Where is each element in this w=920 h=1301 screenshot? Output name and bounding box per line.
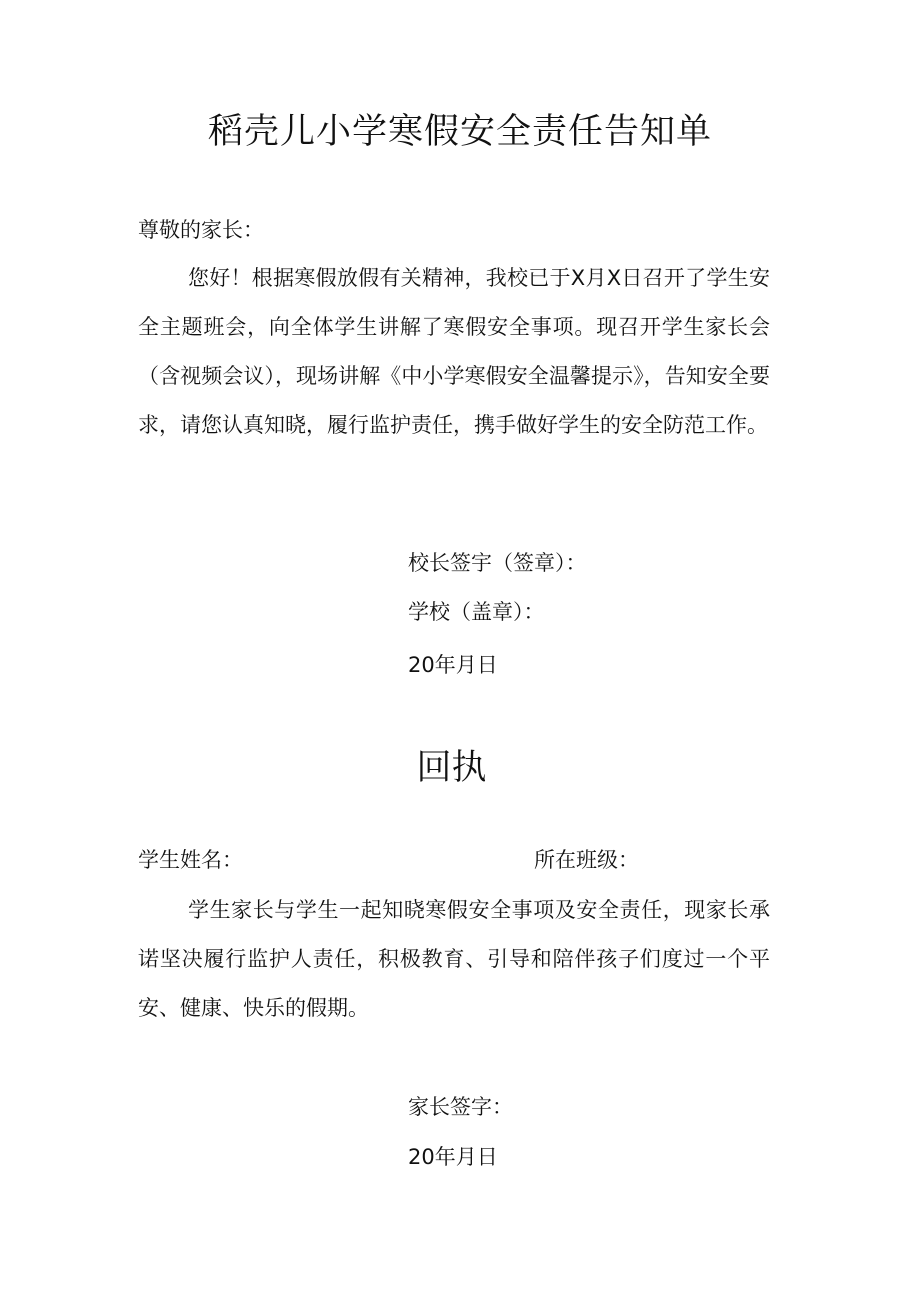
receipt-body: 学生家长与学生一起知晓寒假安全事项及安全责任，现家长承诺坚决履行监护人责任，积极教育、引导和陪伴孩子们度过一个平安、健康、快乐的假期。: [138, 898, 770, 1020]
parent-signature-label: 家长签字：: [408, 1095, 513, 1119]
principal-signature-label: 校长签宇（签章）：: [408, 551, 587, 575]
notice-body: 您好！根据寒假放假有关精神，我校已于X月X日召开了学生安全主题班会，向全体学生讲解了寒假安全事项。现召开学生家长会（含视频会议），现场讲解《中小学寒假安全温馨提示》，告知安全要求，请您认真知晓，履行监护责任，携手做好学生的安全防范工作。: [138, 266, 770, 437]
class-label: 所在班级：: [534, 848, 639, 872]
salutation: 尊敬的家长：: [138, 218, 264, 242]
student-name-label: 学生姓名：: [138, 848, 243, 872]
document-title: 稻壳儿小学寒假安全责任告知单: [207, 112, 712, 152]
school-seal-label: 学校（盖章）：: [408, 600, 545, 624]
notice-date: 20年月日: [408, 653, 498, 677]
receipt-title: 回执: [416, 748, 487, 788]
receipt-date: 20年月日: [408, 1145, 498, 1169]
